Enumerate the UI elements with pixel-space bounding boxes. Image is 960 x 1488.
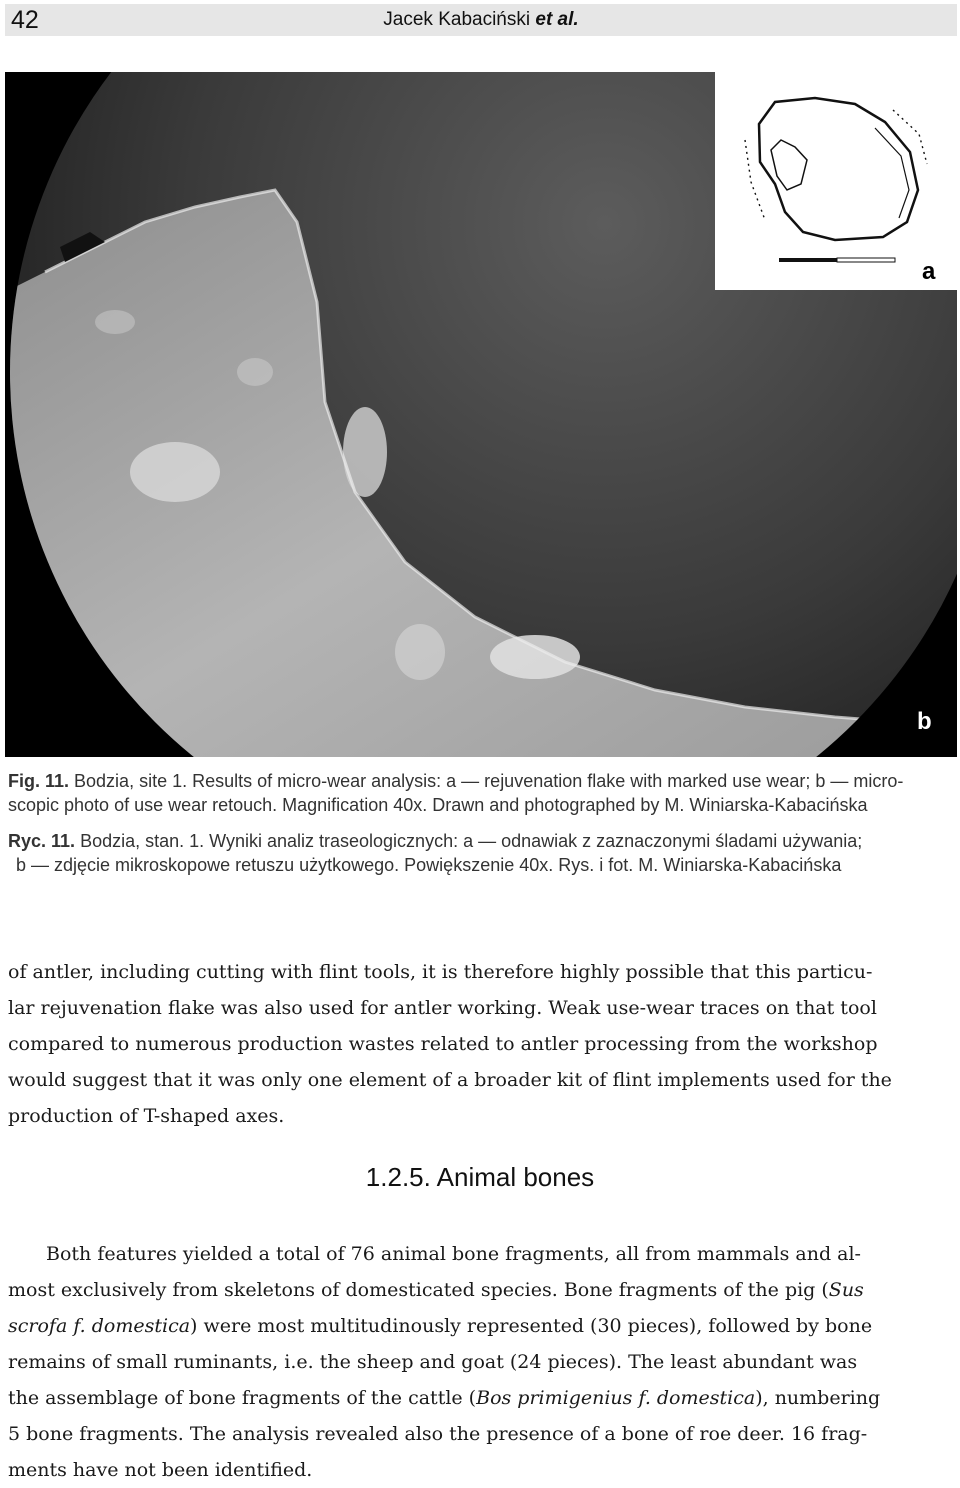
author-suffix: et al. xyxy=(535,9,579,30)
caption-text: b — zdjęcie mikroskopowe retuszu użytkowego. Powiększenie 40x. Rys. i fot. M. Winiarska-Kabacińska xyxy=(16,855,842,875)
running-header xyxy=(5,4,957,36)
paragraph-animal-bones xyxy=(8,1236,958,1488)
scale-bar-dark xyxy=(779,258,837,262)
use-wear-patch xyxy=(130,442,220,502)
caption-polish xyxy=(8,829,952,877)
caption-text: Bodzia, site 1. Results of micro-wear analysis: a — rejuvenation flake with marked use wear; b — micro- xyxy=(69,771,904,791)
text-line: ments have not been identified. xyxy=(8,1459,313,1481)
use-wear-patch xyxy=(395,624,445,680)
text-line: 5 bone fragments. The analysis revealed also the presence of a bone of roe deer. 16 frag- xyxy=(8,1423,868,1445)
text-line: Both features yielded a total of 76 animal bone fragments, all from mammals and al- xyxy=(46,1243,861,1265)
species-name: scrofa f. domestica xyxy=(8,1315,191,1337)
figure-label-b: b xyxy=(917,708,932,735)
species-name: Sus xyxy=(828,1279,864,1301)
caption-lead: Fig. 11. xyxy=(8,771,70,791)
use-wear-patch xyxy=(490,635,580,679)
caption-text: Bodzia, stan. 1. Wyniki analiz traseologicznych: a — odnawiak z zaznaczonymi śladami używania; xyxy=(75,831,863,851)
caption-lead: Ryc. 11. xyxy=(8,831,76,851)
paragraph-antler xyxy=(8,954,958,1134)
text-line: ), numbering xyxy=(755,1387,881,1409)
text-line: ) were most multitudinously represented (30 pieces), followed by bone xyxy=(190,1315,873,1337)
text-line: would suggest that it was only one element of a broader kit of flint implements used for the xyxy=(8,1069,892,1091)
caption-text: scopic photo of use wear retouch. Magnification 40x. Drawn and photographed by M. Winiarska-Kabacińska xyxy=(8,795,868,815)
text-line: of antler, including cutting with flint tools, it is therefore highly possible that this particu- xyxy=(8,961,873,983)
text-line: most exclusively from skeletons of domesticated species. Bone fragments of the pig ( xyxy=(8,1279,829,1301)
flake-outline-drawing xyxy=(715,72,957,290)
inset-drawing xyxy=(715,72,957,290)
species-name: Bos primigenius f. domestica xyxy=(476,1387,756,1409)
author-names: Jacek Kabaciński xyxy=(383,9,531,30)
section-heading: 1.2.5. Animal bones xyxy=(365,1162,595,1192)
caption-english xyxy=(8,769,952,817)
use-wear-patch xyxy=(95,310,135,334)
text-line: remains of small ruminants, i.e. the sheep and goat (24 pieces). The least abundant was xyxy=(8,1351,858,1373)
page-number: 42 xyxy=(11,6,39,34)
use-wear-patch xyxy=(237,358,273,386)
text-line: production of T-shaped axes. xyxy=(8,1105,285,1127)
text-line: lar rejuvenation flake was also used for antler working. Weak use-wear traces on that tool xyxy=(8,997,877,1019)
figure-micrograph xyxy=(5,72,957,757)
text-line: compared to numerous production wastes related to antler processing from the workshop xyxy=(8,1033,878,1055)
running-head-authors xyxy=(5,9,957,31)
flake-outline xyxy=(759,98,918,240)
use-wear-patch xyxy=(343,407,387,497)
figure-label-a: a xyxy=(922,258,936,285)
scale-bar-light xyxy=(837,258,895,262)
text-line: the assemblage of bone fragments of the cattle ( xyxy=(8,1387,477,1409)
